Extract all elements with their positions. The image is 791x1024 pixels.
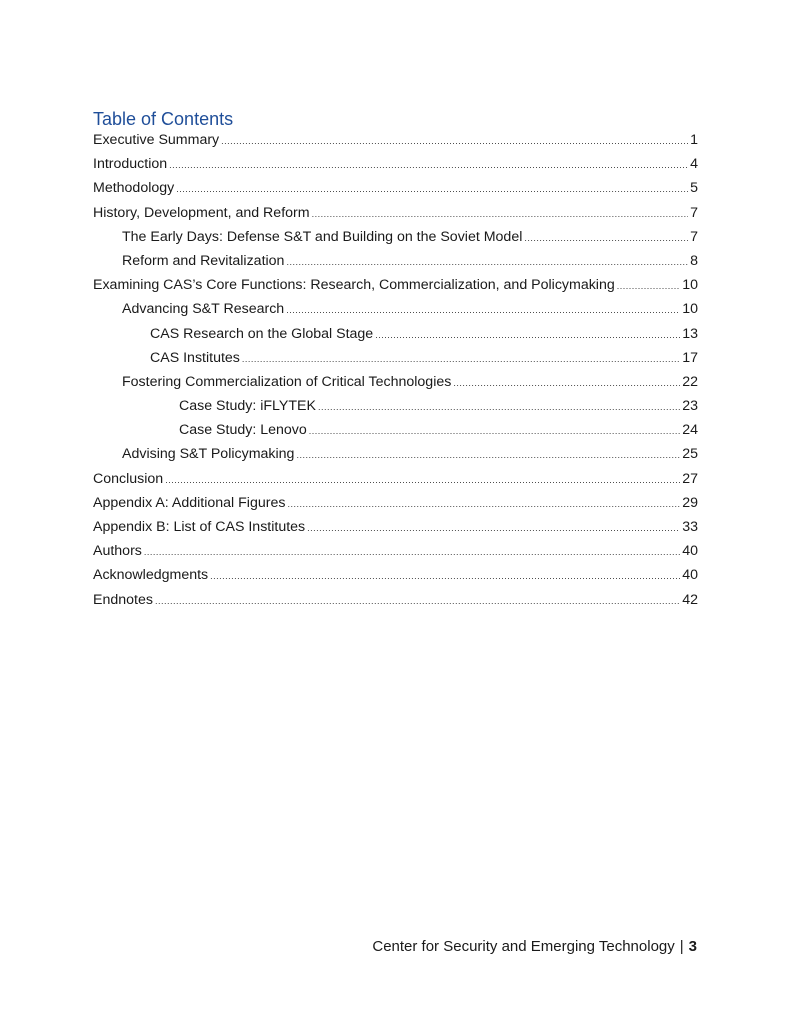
- toc-entry[interactable]: [93, 563, 698, 587]
- toc-entry-label: Examining CAS’s Core Functions: Research, Commercialization, and Policymaking: [93, 277, 615, 294]
- toc-entry-page-number: 17: [682, 349, 698, 366]
- toc-entry[interactable]: [93, 588, 698, 612]
- toc-dot-leader: [287, 492, 680, 516]
- toc-dot-leader: [210, 564, 680, 588]
- toc-entry-page-number: 7: [690, 228, 698, 245]
- footer-organization: Center for Security and Emerging Technology: [372, 938, 675, 955]
- toc-entry-page-number: 5: [690, 180, 698, 197]
- toc-dot-leader: [165, 468, 680, 492]
- toc-entry-page-number: 40: [682, 567, 698, 584]
- toc-entry-label: Advising S&T Policymaking: [122, 446, 295, 463]
- toc-dot-leader: [307, 516, 680, 540]
- toc-entry[interactable]: [93, 249, 698, 273]
- footer-page-number: 3: [688, 938, 697, 955]
- toc-entry[interactable]: [93, 152, 698, 176]
- page-footer: [372, 938, 697, 955]
- toc-entry-page-number: 23: [682, 398, 698, 415]
- toc-entry-label: Appendix B: List of CAS Institutes: [93, 519, 306, 535]
- toc-entry-page-number: 22: [682, 373, 698, 390]
- toc-title: Table of Contents: [93, 108, 234, 129]
- toc-entry-label: CAS Institutes: [150, 349, 240, 366]
- toc-entry[interactable]: [93, 201, 698, 225]
- toc-entry[interactable]: [93, 322, 698, 346]
- toc-entry-label: Introduction: [93, 156, 168, 173]
- toc-entry[interactable]: [93, 273, 698, 297]
- toc-entry[interactable]: [93, 225, 698, 249]
- toc-entry-label: The Early Days: Defense S&T and Building on the Soviet Model: [122, 228, 523, 245]
- toc-entry[interactable]: [93, 539, 698, 563]
- toc-entry-label: History, Development, and Reform: [93, 204, 310, 221]
- toc-entry[interactable]: [93, 467, 698, 491]
- toc-entry-label: Advancing S&T Research: [122, 301, 285, 318]
- toc-entry-label: Acknowledgments: [93, 567, 209, 584]
- toc-dot-leader: [318, 395, 680, 419]
- toc-dot-leader: [286, 298, 680, 322]
- toc-dot-leader: [375, 323, 680, 347]
- toc-dot-leader: [617, 274, 680, 298]
- toc-entry-page-number: 10: [682, 301, 698, 318]
- toc-entry-label: Appendix A: Additional Figures: [93, 494, 286, 511]
- toc-list: [93, 128, 698, 612]
- toc-dot-leader: [221, 129, 688, 153]
- toc-entry[interactable]: [93, 370, 698, 394]
- toc-entry-label: Reform and Revitalization: [122, 252, 285, 269]
- toc-dot-leader: [242, 347, 680, 371]
- toc-entry[interactable]: [93, 394, 698, 418]
- toc-entry-page-number: 4: [690, 156, 698, 173]
- toc-entry-page-number: 7: [690, 204, 698, 221]
- toc-entry-page-number: 33: [682, 519, 698, 535]
- toc-entry[interactable]: [93, 491, 698, 515]
- toc-dot-leader: [155, 589, 680, 613]
- toc-entry[interactable]: [93, 442, 698, 466]
- toc-entry[interactable]: [93, 418, 698, 442]
- toc-dot-leader: [312, 202, 689, 226]
- toc-entry-label: Endnotes: [93, 591, 153, 608]
- toc-entry-page-number: 27: [682, 470, 698, 487]
- toc-entry[interactable]: [93, 346, 698, 370]
- footer-separator: |: [679, 938, 684, 955]
- toc-entry-label: Authors: [93, 543, 142, 560]
- toc-entry-label: Fostering Commercialization of Critical Technologies: [122, 373, 452, 390]
- toc-dot-leader: [286, 250, 688, 274]
- toc-entry-page-number: 40: [682, 543, 698, 560]
- toc-entry-page-number: 24: [682, 422, 698, 439]
- toc-entry-page-number: 13: [682, 325, 698, 342]
- toc-entry-page-number: 1: [690, 132, 698, 148]
- toc-entry-page-number: 8: [690, 252, 698, 269]
- toc-entry-label: Case Study: Lenovo: [179, 422, 307, 439]
- toc-entry-label: CAS Research on the Global Stage: [150, 325, 374, 342]
- toc-entry-label: Case Study: iFLYTEK: [179, 398, 316, 415]
- toc-entry-page-number: 10: [682, 277, 698, 294]
- toc-entry[interactable]: [93, 128, 698, 152]
- toc-dot-leader: [169, 153, 688, 177]
- toc-entry[interactable]: [93, 515, 698, 539]
- toc-entry-page-number: 42: [682, 591, 698, 608]
- toc-dot-leader: [296, 443, 680, 467]
- toc-entry[interactable]: [93, 297, 698, 321]
- toc-entry-label: Methodology: [93, 180, 175, 197]
- toc-entry-label: Executive Summary: [93, 132, 220, 148]
- toc-dot-leader: [453, 371, 680, 395]
- toc-dot-leader: [524, 226, 688, 250]
- toc-dot-leader: [144, 540, 680, 564]
- toc-dot-leader: [309, 419, 680, 443]
- toc-entry-label: Conclusion: [93, 470, 164, 487]
- toc-entry[interactable]: [93, 176, 698, 200]
- toc-entry-page-number: 29: [682, 494, 698, 511]
- toc-dot-leader: [176, 177, 688, 201]
- toc-entry-page-number: 25: [682, 446, 698, 463]
